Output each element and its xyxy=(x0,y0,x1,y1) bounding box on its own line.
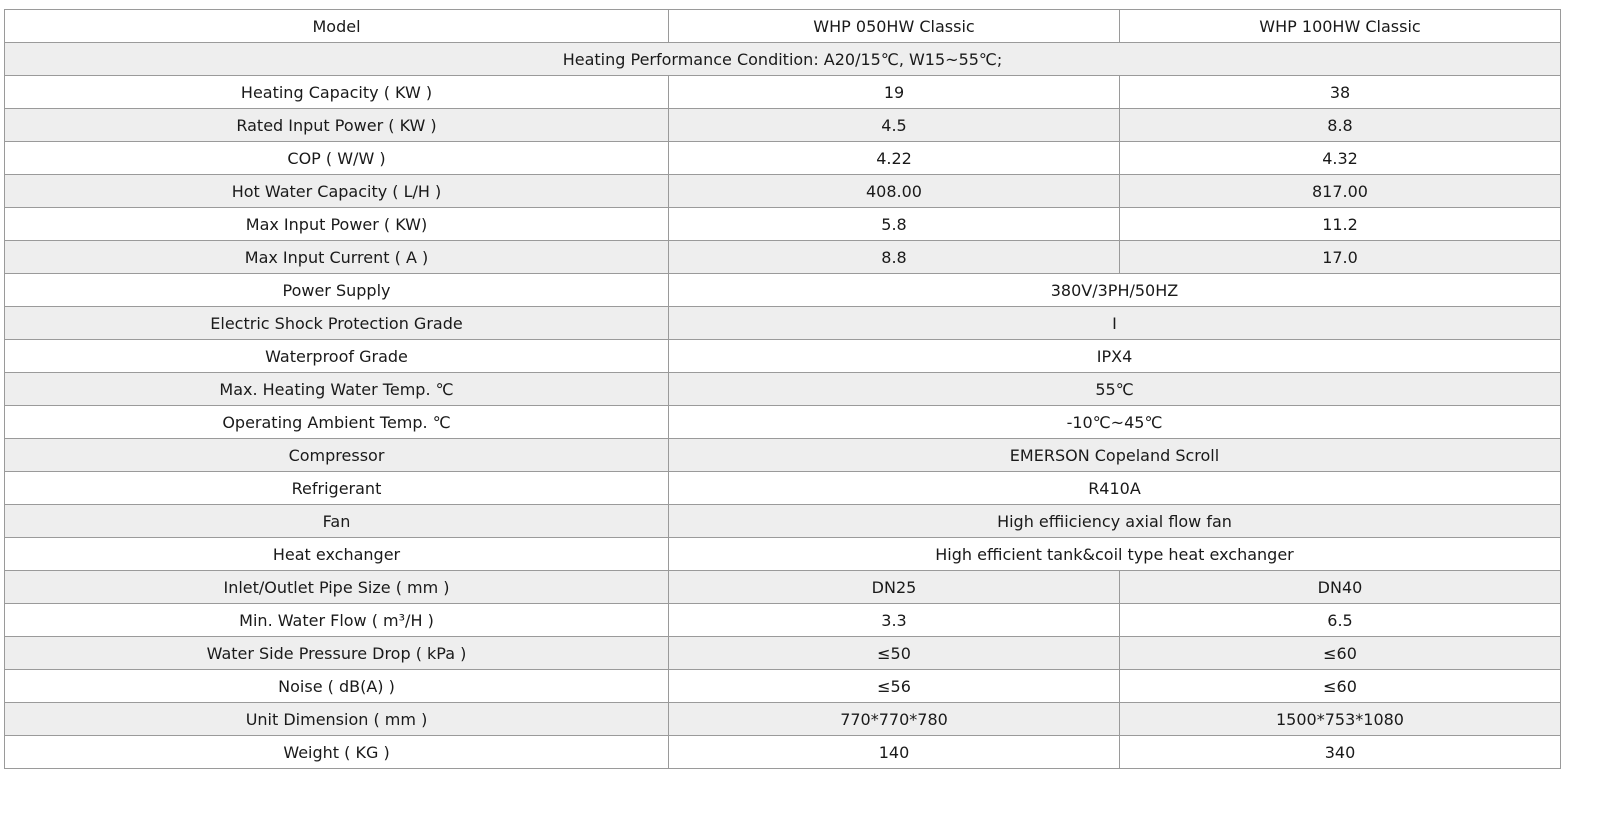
row-value-model-a: DN25 xyxy=(669,571,1120,604)
row-value-model-a: ≤56 xyxy=(669,670,1120,703)
row-value-model-b: 6.5 xyxy=(1120,604,1561,637)
header-model-a: WHP 050HW Classic xyxy=(669,10,1120,43)
row-value-model-a: 3.3 xyxy=(669,604,1120,637)
row-label: Rated Input Power ( KW ) xyxy=(5,109,669,142)
row-value-model-b: 817.00 xyxy=(1120,175,1561,208)
table-row xyxy=(5,241,1561,274)
table-row xyxy=(5,142,1561,175)
table-row xyxy=(5,670,1561,703)
table-row xyxy=(5,109,1561,142)
row-value-shared: EMERSON Copeland Scroll xyxy=(669,439,1561,472)
row-label: Min. Water Flow ( m³/H ) xyxy=(5,604,669,637)
row-label: Electric Shock Protection Grade xyxy=(5,307,669,340)
table-row xyxy=(5,538,1561,571)
condition-cell: Heating Performance Condition: A20/15℃, W15~55℃; xyxy=(5,43,1561,76)
row-value-model-a: 408.00 xyxy=(669,175,1120,208)
header-model-b: WHP 100HW Classic xyxy=(1120,10,1561,43)
row-value-model-b: 8.8 xyxy=(1120,109,1561,142)
row-label: Operating Ambient Temp. ℃ xyxy=(5,406,669,439)
row-label: Max. Heating Water Temp. ℃ xyxy=(5,373,669,406)
row-value-model-a: 4.22 xyxy=(669,142,1120,175)
row-value-shared: 380V/3PH/50HZ xyxy=(669,274,1561,307)
row-label: Power Supply xyxy=(5,274,669,307)
row-label: Refrigerant xyxy=(5,472,669,505)
row-value-shared: 55℃ xyxy=(669,373,1561,406)
row-value-model-b: 340 xyxy=(1120,736,1561,769)
table-row xyxy=(5,571,1561,604)
row-value-shared: High effiiciency axial flow fan xyxy=(669,505,1561,538)
row-value-model-b: 17.0 xyxy=(1120,241,1561,274)
table-row xyxy=(5,175,1561,208)
table-row xyxy=(5,307,1561,340)
table-row xyxy=(5,76,1561,109)
row-value-model-a: 770*770*780 xyxy=(669,703,1120,736)
table-row xyxy=(5,637,1561,670)
table-row xyxy=(5,373,1561,406)
table-row xyxy=(5,736,1561,769)
table-row xyxy=(5,208,1561,241)
row-label: Heating Capacity ( KW ) xyxy=(5,76,669,109)
row-label: Noise ( dB(A) ) xyxy=(5,670,669,703)
row-label: Max Input Current ( A ) xyxy=(5,241,669,274)
row-value-model-a: ≤50 xyxy=(669,637,1120,670)
row-value-model-a: 5.8 xyxy=(669,208,1120,241)
spec-table-body xyxy=(5,10,1561,769)
table-row xyxy=(5,406,1561,439)
spec-table xyxy=(4,9,1561,769)
row-value-model-b: 11.2 xyxy=(1120,208,1561,241)
row-label: Fan xyxy=(5,505,669,538)
header-row xyxy=(5,10,1561,43)
row-value-model-a: 19 xyxy=(669,76,1120,109)
table-row xyxy=(5,604,1561,637)
row-value-model-b: ≤60 xyxy=(1120,637,1561,670)
row-label: Compressor xyxy=(5,439,669,472)
row-value-model-a: 140 xyxy=(669,736,1120,769)
table-row xyxy=(5,274,1561,307)
table-row xyxy=(5,340,1561,373)
row-value-shared: -10℃~45℃ xyxy=(669,406,1561,439)
row-value-model-b: 1500*753*1080 xyxy=(1120,703,1561,736)
row-label: COP ( W/W ) xyxy=(5,142,669,175)
row-label: Hot Water Capacity ( L/H ) xyxy=(5,175,669,208)
row-value-model-b: ≤60 xyxy=(1120,670,1561,703)
table-row xyxy=(5,505,1561,538)
table-row xyxy=(5,472,1561,505)
header-label: Model xyxy=(5,10,669,43)
row-value-model-a: 4.5 xyxy=(669,109,1120,142)
row-value-model-b: DN40 xyxy=(1120,571,1561,604)
row-value-model-a: 8.8 xyxy=(669,241,1120,274)
row-label: Waterproof Grade xyxy=(5,340,669,373)
row-value-shared: I xyxy=(669,307,1561,340)
row-value-shared: R410A xyxy=(669,472,1561,505)
row-label: Unit Dimension ( mm ) xyxy=(5,703,669,736)
row-label: Heat exchanger xyxy=(5,538,669,571)
row-value-model-b: 38 xyxy=(1120,76,1561,109)
row-label: Water Side Pressure Drop ( kPa ) xyxy=(5,637,669,670)
table-row xyxy=(5,703,1561,736)
table-row xyxy=(5,439,1561,472)
row-value-shared: IPX4 xyxy=(669,340,1561,373)
row-label: Inlet/Outlet Pipe Size ( mm ) xyxy=(5,571,669,604)
row-label: Weight ( KG ) xyxy=(5,736,669,769)
row-label: Max Input Power ( KW) xyxy=(5,208,669,241)
condition-row xyxy=(5,43,1561,76)
row-value-model-b: 4.32 xyxy=(1120,142,1561,175)
row-value-shared: High efficient tank&coil type heat exchanger xyxy=(669,538,1561,571)
